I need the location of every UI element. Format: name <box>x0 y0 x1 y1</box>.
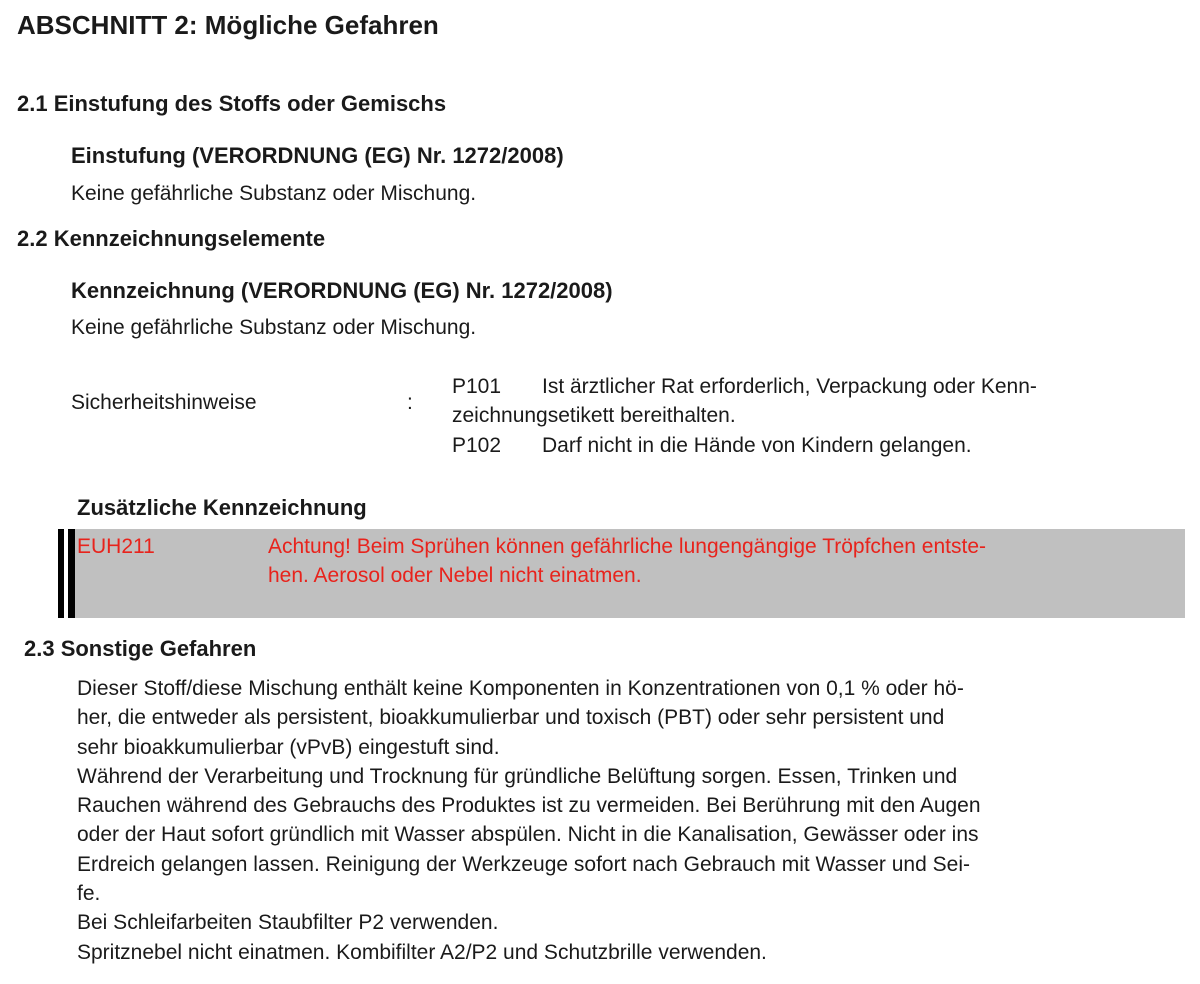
safety-colon: : <box>407 391 413 414</box>
euh-text-line: Achtung! Beim Sprühen können gefährliche lungengängige Tröpfchen entste- <box>268 535 986 558</box>
text-line: her, die entweder als persistent, bioakkumulierbar und toxisch (PBT) oder sehr persistent und <box>77 706 945 730</box>
heading-2-2: 2.2 Kennzeichnungselemente <box>17 226 326 251</box>
text-line: fe. <box>77 882 101 906</box>
p-statement-text: Ist ärztlicher Rat erforderlich, Verpackung oder Kenn- <box>542 375 1037 398</box>
sonstige-gefahren-text <box>77 674 1187 967</box>
text-line: Während der Verarbeitung und Trocknung für gründliche Belüftung sorgen. Essen, Trinken und <box>77 764 958 788</box>
text-line: Erdreich gelangen lassen. Reinigung der Werkzeuge sofort nach Gebrauch mit Wasser und Sei- <box>77 852 970 876</box>
text-line: Bei Schleifarbeiten Staubfilter P2 verwenden. <box>77 911 499 935</box>
einstufung-text: Keine gefährliche Substanz oder Mischung. <box>71 182 477 205</box>
p-statement-text: zeichnungsetikett bereithalten. <box>452 404 736 427</box>
additional-labelling-heading: Zusätzliche Kennzeichnung <box>77 495 367 520</box>
safety-label: Sicherheitshinweise <box>71 391 257 414</box>
euh-code: EUH211 <box>77 535 155 558</box>
text-line: oder der Haut sofort gründlich mit Wasser abspülen. Nicht in die Kanalisation, Gewässer oder ins <box>77 823 979 847</box>
p-statement-text: Darf nicht in die Hände von Kindern gelangen. <box>542 434 972 457</box>
text-line: Dieser Stoff/diese Mischung enthält keine Komponenten in Konzentrationen von 0,1 % oder hö- <box>77 677 964 700</box>
change-bar <box>58 529 64 618</box>
section-title: ABSCHNITT 2: Mögliche Gefahren <box>17 10 439 40</box>
kennzeichnung-text: Keine gefährliche Substanz oder Mischung. <box>71 316 477 339</box>
subheading-kennzeichnung: Kennzeichnung (VERORDNUNG (EG) Nr. 1272/2008) <box>71 278 613 303</box>
heading-2-3: 2.3 Sonstige Gefahren <box>24 636 257 661</box>
euh-text-line: hen. Aerosol oder Nebel nicht einatmen. <box>268 564 642 587</box>
heading-2-1: 2.1 Einstufung des Stoffs oder Gemischs <box>17 91 447 116</box>
change-bar <box>68 529 75 618</box>
text-line: Spritznebel nicht einatmen. Kombifilter A2/P2 und Schutzbrille verwenden. <box>77 940 767 964</box>
p-statement-code: P101 <box>452 375 502 398</box>
text-line: Rauchen während des Gebrauchs des Produktes ist zu vermeiden. Bei Berührung mit den Augen <box>77 794 981 818</box>
p-statement-code: P102 <box>452 434 502 457</box>
subheading-einstufung: Einstufung (VERORDNUNG (EG) Nr. 1272/2008) <box>71 143 564 168</box>
text-line: sehr bioakkumulierbar (vPvB) eingestuft sind. <box>77 735 500 759</box>
